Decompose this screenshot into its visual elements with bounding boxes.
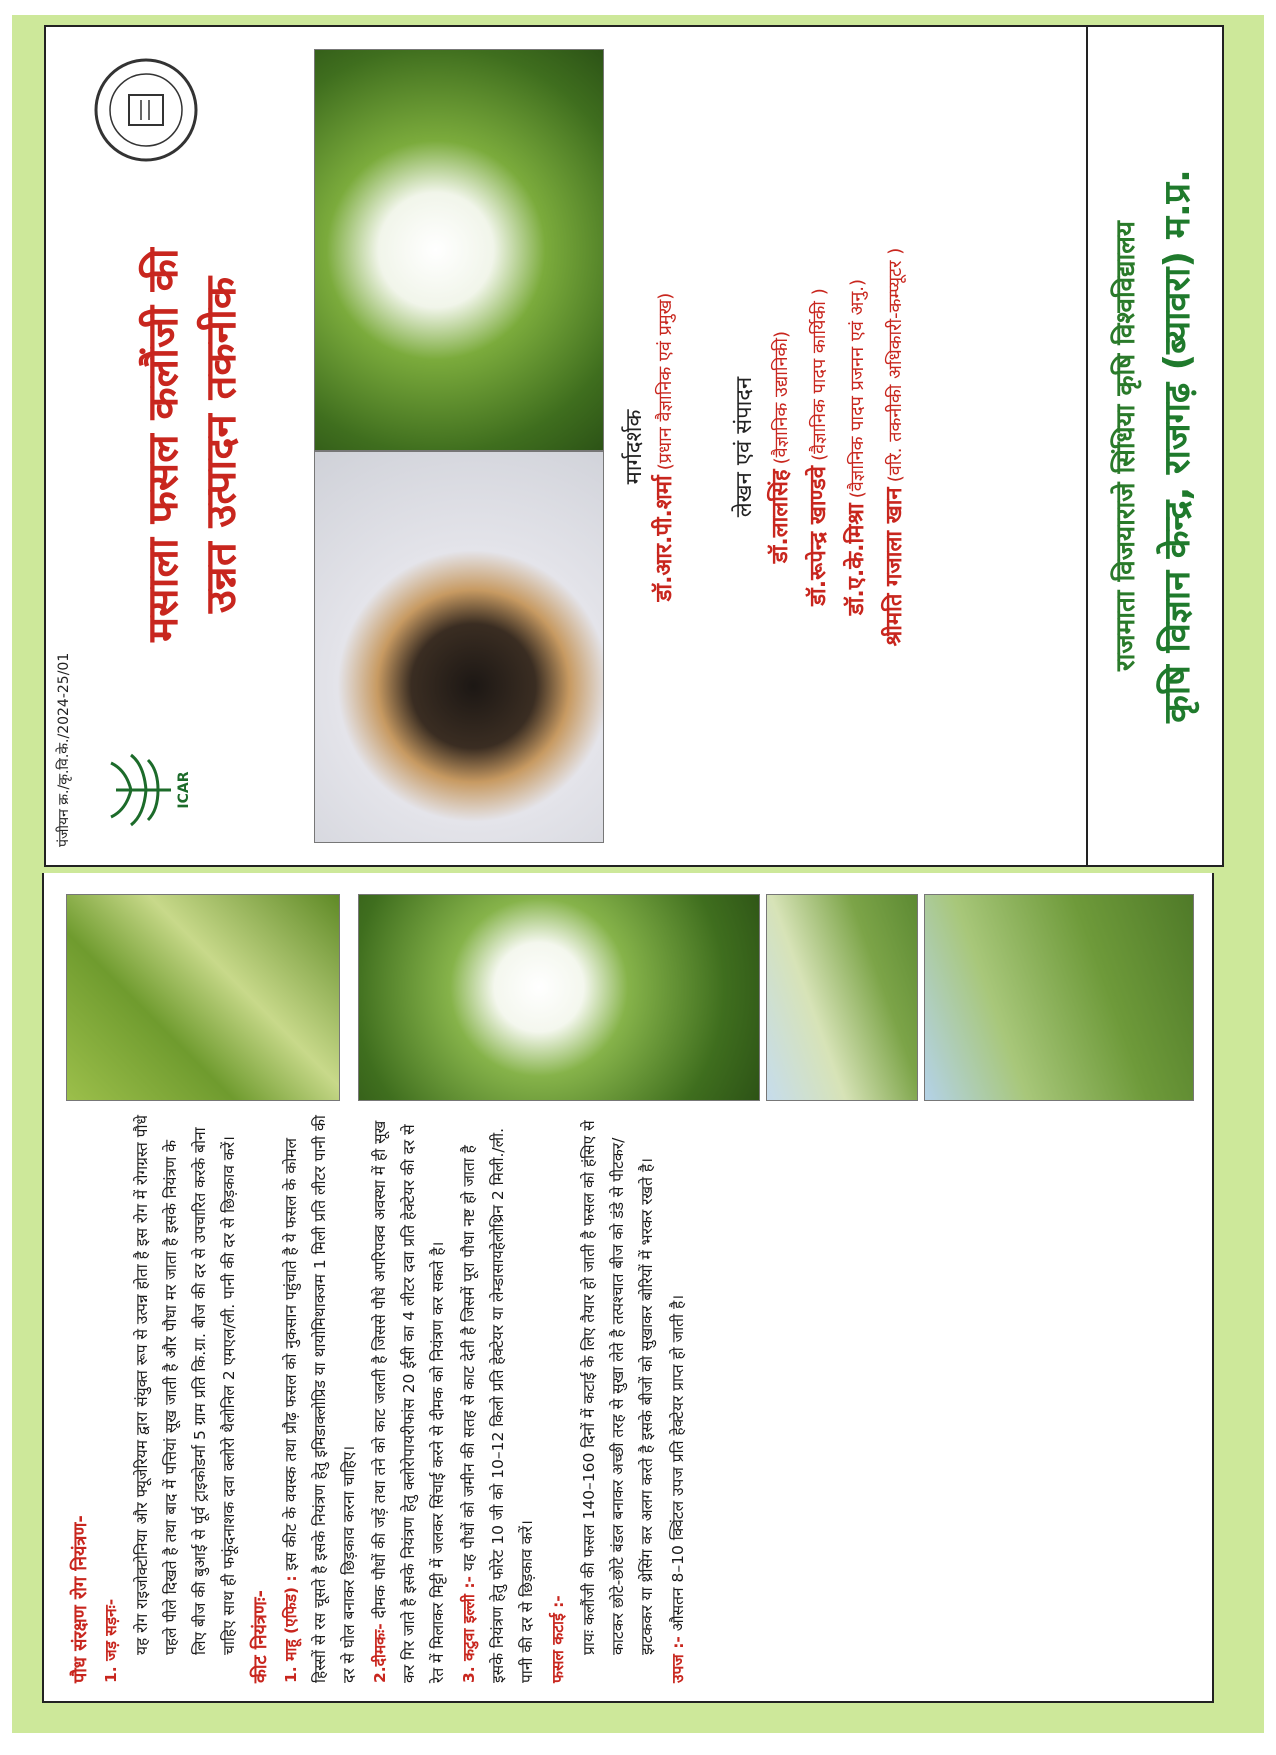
photo-nigella-flower-closeup (358, 894, 760, 1101)
author-row (840, 51, 870, 843)
inside-panel (42, 873, 1214, 1703)
pest-aphid-text: इस कीट के वयस्क तथा प्रौढ़ फसल को नुकसान पहुंचाते है ये फसल के कोमल हिस्सों से रस चूसते है इसके नियंत्रण हेतु इमिडाक्लोप्रिड या थायोमिथाक्जम 1 मिली प्रति लीटर पानी की दर से घोल बनाकर छिड़काव करना चाहिए। (282, 1115, 358, 1683)
author-name: डॉ.ए.के.मिश्रा (844, 503, 869, 616)
disease-root-rot-title: 1. जड़ सड़नः- (102, 1598, 120, 1683)
photo-nigella-seeds-spoon (314, 451, 604, 843)
pest-cutworm-paragraph (455, 1113, 542, 1683)
author-name: डॉ.लालसिंह (768, 469, 793, 564)
icar-logo-icon (86, 735, 196, 845)
university-seal-icon (91, 55, 201, 165)
photo-field-visit (766, 894, 918, 1101)
yield-text: औसतन 8–10 क्विंटल उपज प्रति हेक्टेयर प्राप्त हो जाती है। (669, 1294, 687, 1632)
author-role: (वरि. तकनीकी अधिकारी-कम्प्यूटर ) (885, 247, 906, 483)
yield-paragraph (664, 1113, 693, 1683)
kvk-name: कृषि विज्ञान केन्द्र, राजगढ़ (ब्यावरा) म.प्र. (1157, 169, 1198, 723)
harvest-title: फसल कटाई :- (549, 1595, 567, 1683)
authors-label: लेखन एवं संपादन (732, 376, 757, 518)
author-role: (वैज्ञानिक पादप प्रजनन एवं अनु.) (847, 278, 868, 499)
photo-group-harvest (924, 894, 1194, 1101)
cover-title-line1: मसाला फसल कलौंजी की (138, 248, 187, 642)
pest-aphid-title: 1. माहू (एफिड) : (282, 1575, 300, 1683)
author-role: (वैज्ञानिक पादप कार्यिकी ) (809, 288, 830, 461)
pest-termite-paragraph (366, 1113, 453, 1683)
brochure-sheet (12, 15, 1264, 1733)
author-role: (वैज्ञानिक उद्यानिकी) (771, 330, 792, 465)
guide-block (618, 51, 678, 843)
guide-name: डॉ.आर.पी.शर्मा (652, 475, 677, 602)
university-name: राजमाता विजयाराजे सिंधिया कृषि विश्वविद्यालय (1111, 221, 1141, 671)
guide-line (648, 51, 678, 843)
author-name: श्रीमति गजाला खान (882, 487, 907, 647)
yield-title: उपज :- (669, 1636, 687, 1683)
pest-termite-title: 2.दीमकः- (371, 1623, 389, 1683)
photo-nigella-flower (314, 49, 604, 451)
pest-cutworm-title: 3. कटुवा इल्ली :- (460, 1576, 478, 1683)
author-name: डॉ.रूपेन्द्र खाण्डवे (806, 466, 831, 606)
registration-number: पंजीयन क्र./कृ.वि.के./2024-25/01 (56, 652, 72, 847)
author-row (878, 51, 908, 843)
inside-text-column (66, 1113, 1196, 1683)
photo-nigella-field (66, 894, 340, 1101)
cover-title (134, 165, 250, 725)
icar-label: ICAR (176, 771, 192, 809)
footer-divider (1086, 27, 1088, 865)
cover-panel (44, 25, 1224, 867)
pest-cutworm-text: यह पौधों को जमीन की सतह से काट देती है जिसमें पूरा पौधा नष्ट हो जाता है इसके नियंत्रण हेतु फोरेट 10 जी को 10–12 किलो प्रति हेक्टेयर या लेम्डासायहेलोथ्रिन 2 मिली./ली. पानी की दर से छिड़काव करें। (460, 1127, 536, 1683)
guide-role: (प्रधान वैज्ञानिक एवं प्रमुख) (655, 292, 676, 471)
harvest-text: प्रायः कलौंजी की फसल 140–160 दिनों में कटाई के लिए तैयार हो जाती है फसल को हंसिए से काटकर छोटे-छोटे बंडल बनाकर अच्छी तरह से सुखा लेते है तत्पश्चात बीज को डंडे से पीटकर/झटककर या थ्रेसिंग कर अलग करते है इसके बीजों को सुखाकर बोरियों में भरकर रखते है। (580, 1120, 656, 1655)
pest-aphid-paragraph (277, 1113, 364, 1683)
pest-termite-text: दीमक पौधों की जड़ें तथा तने को काट जलती है जिससे पौधे अपरिपक्व अवस्था में ही सूख कर गिर जाते है इसके नियंत्रण हेतु क्लोरोपायरीफांस 20 ईसी का 4 लीटर दवा प्रति हेक्टेयर की दर से रेत में मिलाकर मिट्टी में जलकर सिंचाई करने से दीमक को नियंत्रण कर सकते है। (371, 1120, 447, 1683)
author-row (764, 51, 794, 843)
guide-label: मार्गदर्शक (622, 409, 647, 485)
section-disease-title: पौध संरक्षण रोग नियंत्रण- (70, 1515, 91, 1683)
cover-title-line2: उन्नत उत्पादन तकनीक (196, 276, 245, 614)
authors-block (728, 51, 908, 843)
author-row (802, 51, 832, 843)
disease-root-rot-text: यह रोग राइजोक्टोनिया और फ्यूजेरियम द्वारा संयुक्त रूप से उत्पन्न होता है इस रोग में रोगग्रस्त पौधे पहले पीले दिखते है तथा बाद में पत्तियां सूख जाती है और पौधा मर जाता है इसके नियंत्रण के लिए बीज की बुआई से पूर्व ट्राइकोडर्मा 5 ग्राम प्रति कि.ग्रा. बीज की दर से उपचारित करके बोना चाहिए साथ ही फफूंदनाशक दवा क्लोरो थैलोनिल 2 एमएल/ली. पानी की दर से छिड़काव करें। (133, 1114, 238, 1655)
section-pest-title: कीट नियंत्रणः- (250, 1590, 271, 1683)
